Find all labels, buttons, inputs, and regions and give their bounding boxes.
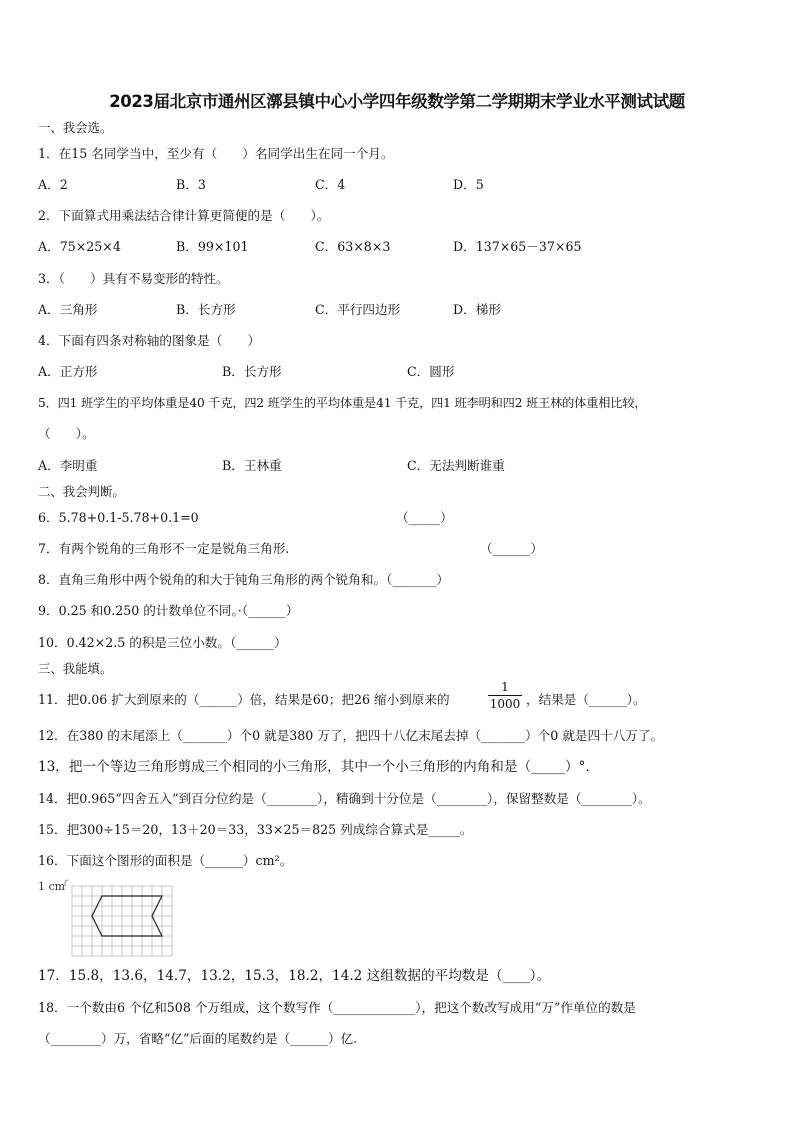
section-heading-fill: 三、我能填。 (38, 661, 113, 676)
section-heading-judge: 二、我会判断。 (38, 484, 125, 499)
question-5-stem: 5．四1 班学生的平均体重是40 千克，四2 班学生的平均体重是41 千克，四1 班李明和四2 班王林的体重相比较， (38, 396, 647, 410)
question-4-option-a: A．正方形 (38, 364, 98, 379)
question-15-text: 15．把300÷15＝20，13＋20＝33，33×25＝825 列成综合算式是_____。 (38, 822, 473, 837)
question-3-option-d: D．梯形 (453, 302, 501, 317)
page-title: 2023届北京市通州区漷县镇中心小学四年级数学第二学期期末学业水平测试试题 (109, 92, 685, 111)
question-5-option-b: B．王林重 (222, 458, 282, 473)
question-2-option-a: A．75×25×4 (38, 239, 121, 254)
question-5-stem-continued: （ ）。 (38, 426, 95, 441)
question-7-answer-blank: （______） (480, 541, 543, 556)
question-3-option-a: A．三角形 (38, 302, 98, 317)
question-6-text: 6．5.78+0.1-5.78+0.1=0 (38, 510, 199, 525)
question-6-answer-blank: （_____） (396, 510, 453, 525)
question-4-stem: 4．下面有四条对称轴的图象是（ ） (38, 333, 261, 348)
question-1-option-c: C．4 (315, 177, 346, 192)
fraction-numerator: 1 (488, 680, 522, 696)
question-3-option-c: C．平行四边形 (315, 302, 401, 317)
question-9-text: 9．0.25 和0.250 的计数单位不同。·（______） (38, 603, 299, 618)
question-2-option-b: B．99×101 (176, 239, 249, 254)
grid-shape-diagram (38, 878, 198, 960)
question-3-stem: 3．（ ）具有不易变形的特性。 (38, 271, 229, 286)
question-4-option-c: C．圆形 (407, 364, 455, 379)
question-1-option-d: D．5 (453, 177, 484, 192)
question-7-text: 7．有两个锐角的三角形不一定是锐角三角形. (38, 541, 290, 556)
question-10-text: 10．0.42×2.5 的积是三位小数。（______） (38, 635, 287, 650)
fraction-denominator: 1000 (489, 697, 521, 711)
question-2-stem: 2．下面算式用乘法结合律计算更简便的是（ ）。 (38, 208, 330, 223)
question-11-text-before: 11．把0.06 扩大到原来的（______）倍，结果是60；把26 缩小到原来的 (38, 692, 450, 707)
question-5-option-c: C．无法判断谁重 (407, 458, 505, 473)
unit-label: 1 cm (38, 880, 66, 893)
question-14-text: 14．把0.965“四舍五入”到百分位约是（________），精确到十分位是（________），保留整数是（________）。 (38, 791, 651, 806)
question-5-option-a: A．李明重 (38, 458, 98, 473)
question-1-option-b: B．3 (176, 177, 206, 192)
question-8-text: 8．直角三角形中两个锐角的和大于钝角三角形的两个锐角和。（_______） (38, 572, 450, 587)
question-3-option-b: B．长方形 (176, 302, 236, 317)
section-heading-choose: 一、我会选。 (38, 120, 113, 135)
question-18-line-2: （________）万，省略“亿”后面的尾数约是（______）亿. (38, 1031, 358, 1046)
question-2-option-c: C．63×8×3 (315, 239, 391, 254)
question-13-text: 13．把一个等边三角形剪成三个相同的小三角形，其中一个小三角形的内角和是（_____）°． (38, 759, 600, 775)
question-11-fraction (488, 680, 522, 711)
question-17-text: 17．15.8，13.6，14.7，13.2，15.3，18.2，14.2 这组数据的平均数是（____）。 (38, 968, 551, 984)
question-1-option-a: A．2 (38, 177, 68, 192)
question-11-text-after: ，结果是（______）。 (526, 692, 646, 707)
question-1-stem: 1．在15 名同学当中，至少有（ ）名同学出生在同一个月。 (38, 146, 394, 161)
question-12-text: 12．在380 的末尾添上（_______）个0 就是380 万了，把四十八亿末尾去掉（_______）个0 就是四十八万了。 (38, 728, 664, 743)
question-18-line-1: 18．一个数由6 个亿和508 个万组成，这个数写作（_____________），把这个数改写成用“万”作单位的数是 (38, 1000, 636, 1015)
question-2-option-d: D．137×65－37×65 (453, 239, 582, 254)
question-4-option-b: B．长方形 (222, 364, 282, 379)
question-16-text: 16．下面这个图形的面积是（______）cm²。 (38, 853, 293, 868)
